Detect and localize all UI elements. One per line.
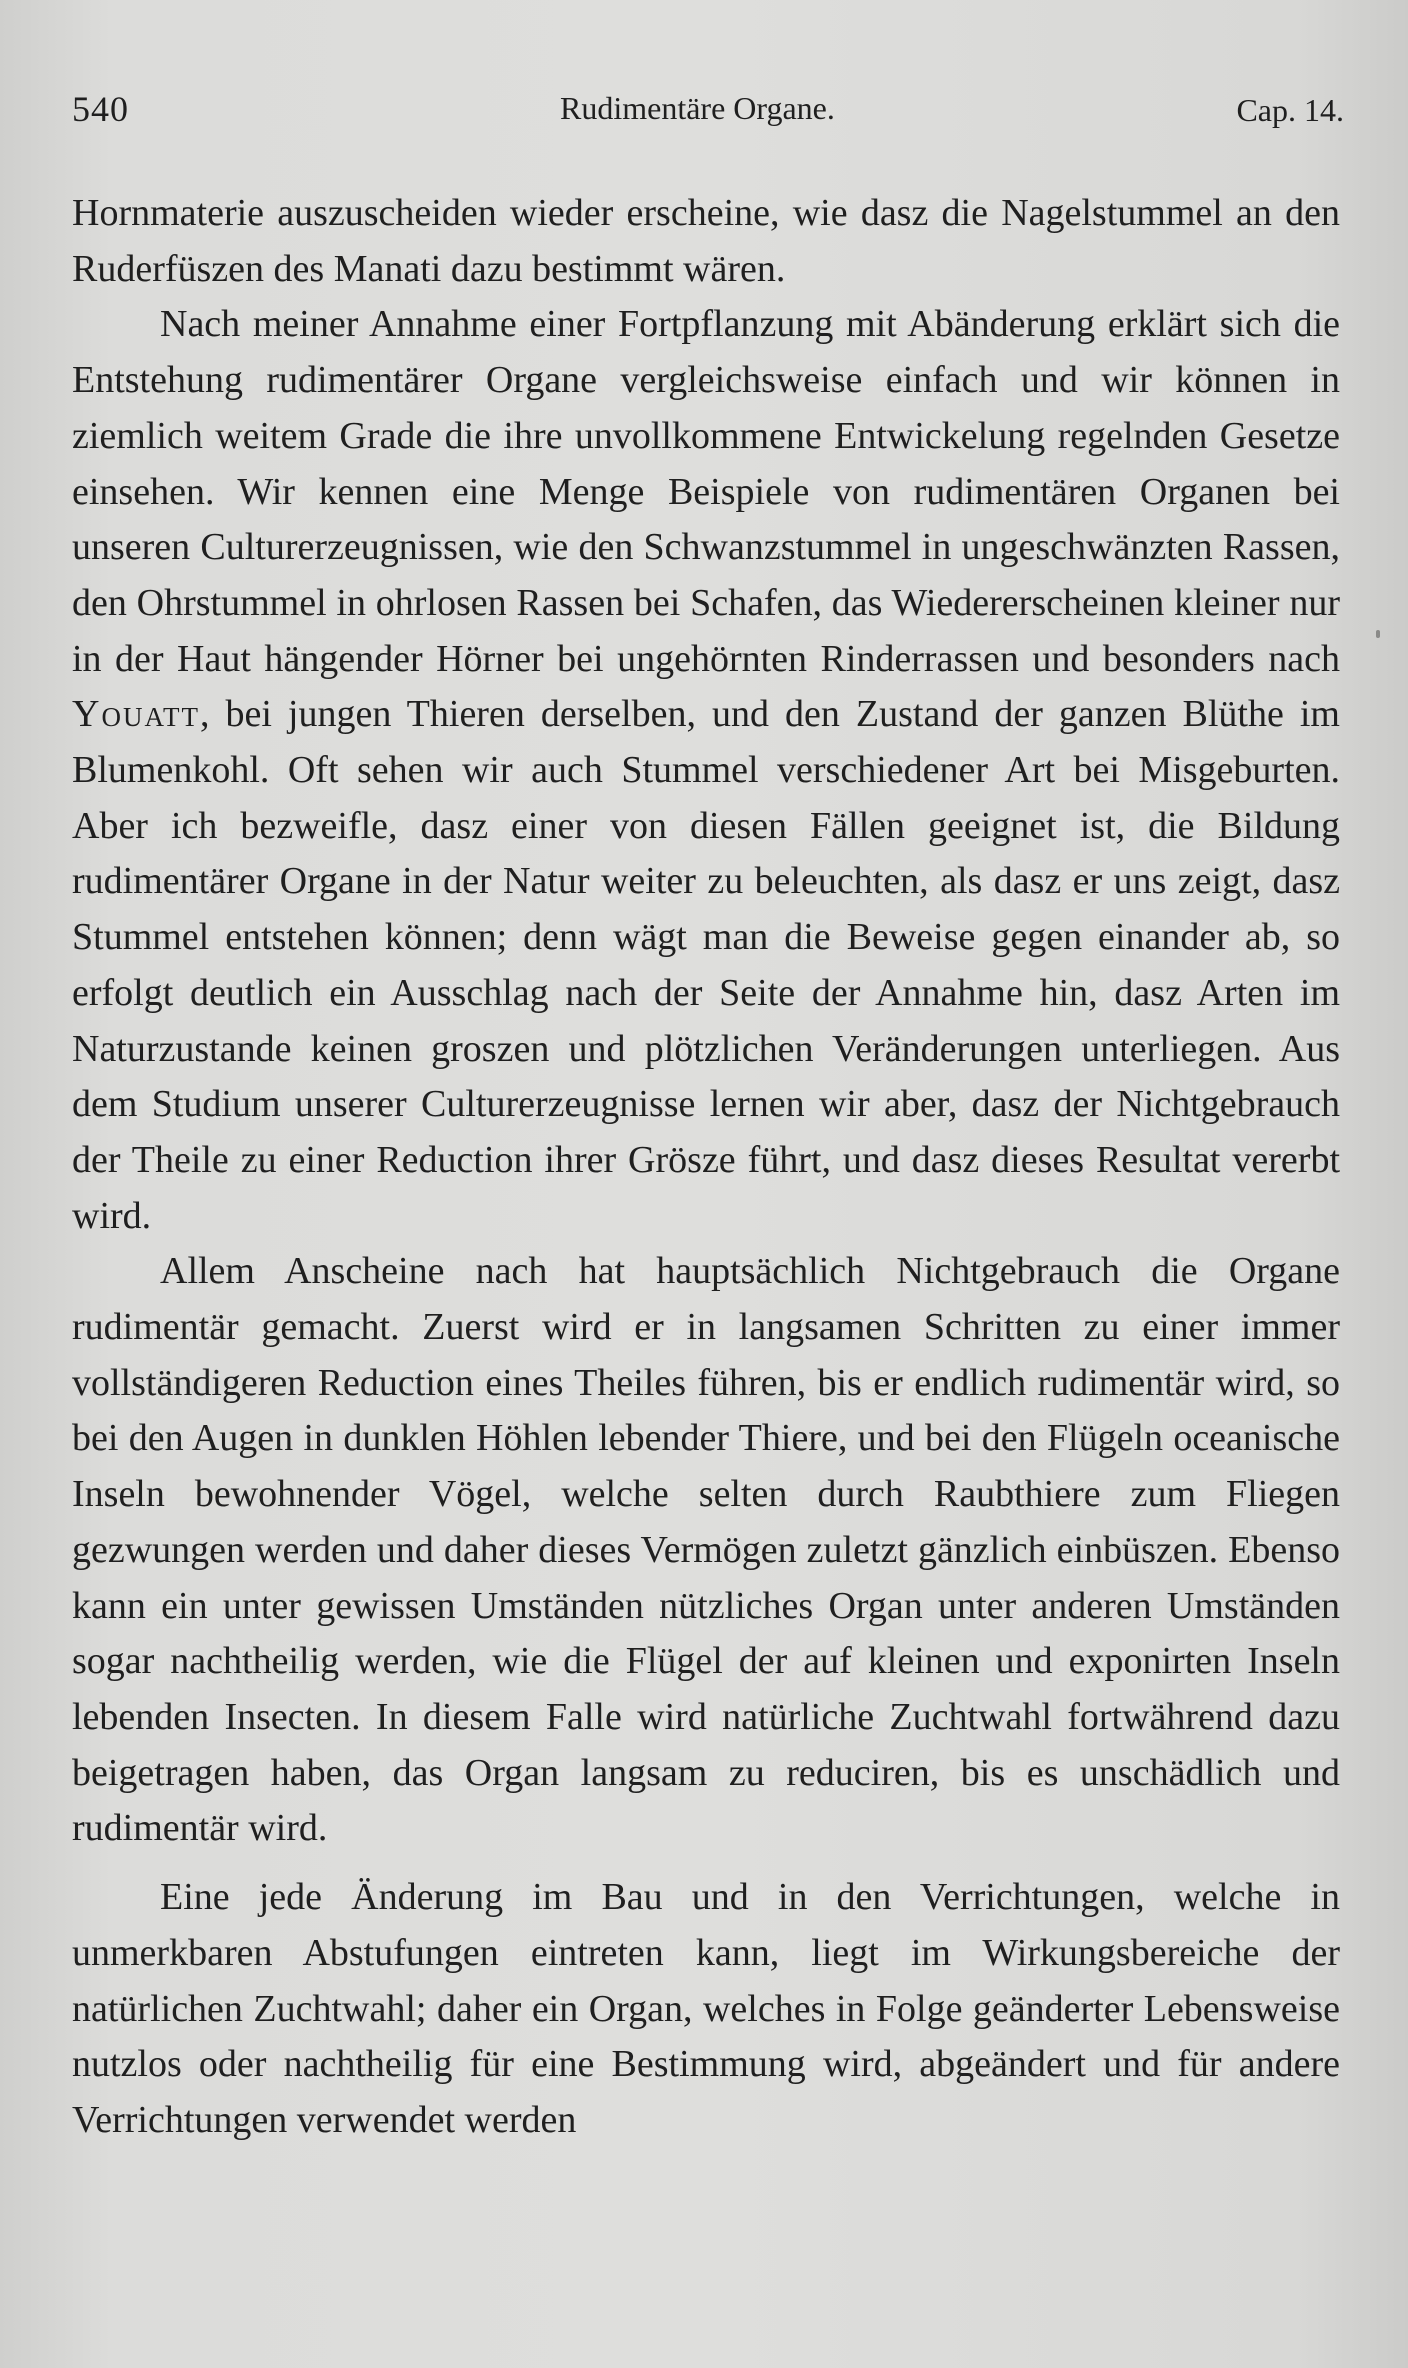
paragraph-text: , bei jungen Thieren derselben, und den Zustand der ganzen Blüthe im Blumenkohl. Oft sehen wir auch Stummel verschiedener Art bei Misgeburten. Aber ich bezweifle, dasz einer von diesen Fällen geeignet ist, die Bildung rudimentärer Organe in der Natur weiter zu beleuchten, als dasz er uns zeigt, dasz Stummel entstehen können; denn wägt man die Beweise gegen einander ab, so erfolgt deutlich ein Ausschlag nach der Seite der Annahme hin, dasz Arten im Naturzustande keinen groszen und plötzlichen Veränderungen unterliegen. Aus dem Studium unserer Culturerzeugnisse lernen wir aber, dasz der Nichtgebrauch der Theile zu einer Reduction ihrer Grösze führt, und dasz dieses Resultat vererbt wird. [72, 693, 1340, 1237]
paragraph: Eine jede Änderung im Bau und in den Verrichtungen, welche in unmerkbaren Abstufungen eintreten kann, liegt im Wirkungsbereiche der natürlichen Zuchtwahl; daher ein Organ, welches in Folge geänderter Lebensweise nutzlos oder nachtheilig für eine Bestimmung wird, abgeändert und für andere Verrichtungen verwendet werden [72, 1876, 1340, 2141]
paragraph [72, 297, 1340, 1244]
page-number: 540 [72, 89, 129, 129]
author-name: Youatt [72, 693, 200, 736]
body-text [72, 186, 1340, 2149]
paragraph-continuation: Hornmaterie auszuscheiden wieder erscheine, wie dasz die Nagelstummel an den Ruderfüszen des Manati dazu bestimmt wären. [72, 192, 1340, 290]
running-title: Rudimentäre Organe. [560, 90, 835, 126]
paragraph: Allem Anscheine nach hat hauptsächlich Nichtgebrauch die Organe rudimentär gemacht. Zuerst wird er in langsamen Schritten zu einer immer vollständigeren Reduction eines Theiles führen, bis er endlich rudimentär wird, so bei den Augen in dunklen Höhlen lebender Thiere, und bei den Flügeln oceanische Inseln bewohnender Vögel, welche selten durch Raubthiere zum Fliegen gezwungen werden und daher dieses Vermögen zuletzt gänzlich einbüszen. Ebenso kann ein unter gewissen Umständen nützliches Organ unter anderen Umständen sogar nachtheilig werden, wie die Flügel der auf kleinen und exponirten Inseln lebenden Insecten. In diesem Falle wird natürliche Zuchtwahl fortwährend dazu beigetragen haben, das Organ langsam zu reduciren, bis es unschädlich und rudimentär wird. [72, 1250, 1340, 1850]
chapter-label: Cap. 14. [1236, 92, 1344, 128]
margin-speck [1376, 630, 1380, 638]
page-header [72, 88, 1344, 148]
paragraph-text: Nach meiner Annahme einer Fortpflanzung mit Abänderung erklärt sich die Entstehung rudimentärer Organe vergleichsweise einfach und wir können in ziemlich weitem Grade die ihre unvollkommene Entwickelung regelnden Gesetze einsehen. Wir kennen eine Menge Beispiele von rudimentären Organen bei unseren Culturerzeugnissen, wie den Schwanzstummel in ungeschwänzten Rassen, den Ohrstummel in ohrlosen Rassen bei Schafen, das Wiedererscheinen kleiner nur in der Haut hängender Hörner bei ungehörnten Rinderrassen und besonders nach [72, 303, 1340, 680]
